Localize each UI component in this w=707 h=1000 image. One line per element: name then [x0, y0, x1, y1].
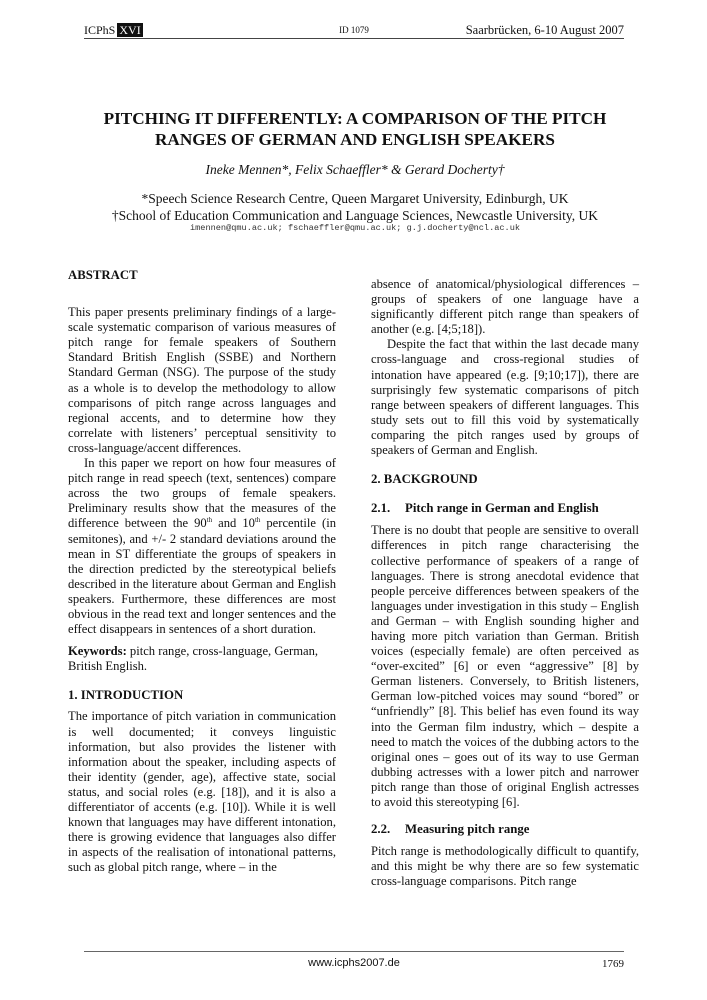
- section-title: Pitch range in German and English: [405, 501, 599, 516]
- affiliation-1: *Speech Science Research Centre, Queen Margaret University, Edinburgh, UK: [141, 191, 569, 206]
- abstract-paragraph-1: This paper presents preliminary findings of a large-scale systematic comparison of various measures of pitch range for female speakers of Southern Standard British English (SSBE) and Northern Standard German (NSG). The purpose of the study as a whole is to develop the methodology to allow comparisons of pitch range across languages and regional accents, and to determine how they correlate with listeners’ perceptual sensitivity to cross-language/accent differences.: [68, 305, 336, 455]
- section-2-1-paragraph: There is no doubt that people are sensitive to overall differences in pitch range characterising the collective performance of speakers of a range of languages. There is strong anecdotal evidence that people perceive differences between speakers of the languages under investigation in this study – English and German – with English sounding higher and having more pitch variation than German. British voices (especially female) are often perceived as “over-excited” [6] or even “aggressive” [8] by German listeners. Conversely, to British listeners, German low-pitched voices may sound “bored” or “unfriendly” [8]. This belief has even found its way into the German film industry, which – despite a need to match the voices of the dubbing actors to the original ones – goes out of its way to use German dubbing actresses with a lower pitch and narrower pitch range than those of original English actresses to avoid this stereotyping [6].: [371, 523, 639, 809]
- paper-title: [60, 108, 650, 150]
- author-emails: imennen@qmu.ac.uk; fschaeffler@qmu.ac.uk; g.j.docherty@ncl.ac.uk: [189, 223, 521, 233]
- affiliation-2: †School of Education Communication and Language Sciences, Newcastle University, UK: [111, 208, 599, 223]
- abstract-heading: ABSTRACT: [68, 268, 138, 282]
- abstract-text: and 10: [212, 516, 255, 531]
- keywords-label: Keywords:: [68, 644, 127, 659]
- section-number: 2.2.: [371, 822, 391, 837]
- introduction-paragraph-2: Despite the fact that within the last decade many cross-language and cross-regional studies of intonation have appeared (e.g. [9;10;17]), there are surprisingly few systematic comparisons of pitch range between speakers of different languages. This study sets out to fill this void by systematically comparing the pitch ranges used by groups of speakers of German and English.: [371, 337, 639, 458]
- superscript: th: [206, 516, 213, 525]
- location-date: Saarbrücken, 6-10 August 2007: [465, 23, 624, 37]
- abstract-text: In this paper we report on how four measures of pitch range in read speech (text, sentences) compare across the two groups of female speakers. Preliminary results show that the measures of the difference between the 90: [68, 456, 336, 531]
- section-number: 2.1.: [371, 501, 391, 516]
- left-column: [68, 268, 336, 875]
- keywords: [68, 644, 336, 674]
- conference-label: ICPhS: [84, 23, 116, 37]
- introduction-heading: 1. INTRODUCTION: [68, 688, 184, 703]
- authors: Ineke Mennen*, Felix Schaeffler* & Gerard Docherty†: [205, 162, 505, 177]
- footer-url[interactable]: www.icphs2007.de: [308, 957, 400, 969]
- page-footer: [84, 951, 624, 972]
- section-2-1-heading: [371, 501, 639, 516]
- affiliations: [60, 190, 650, 224]
- paper-id: ID 1079: [339, 25, 369, 35]
- title-line-1: PITCHING IT DIFFERENTLY: A COMPARISON OF THE PITCH: [103, 109, 607, 128]
- abstract-paragraph-2: [68, 456, 336, 637]
- background-heading: 2. BACKGROUND: [371, 472, 478, 487]
- section-title: Measuring pitch range: [405, 822, 530, 837]
- running-header: [84, 20, 624, 39]
- introduction-paragraph-1-cont: absence of anatomical/physiological differences – groups of speakers of one language have a significantly different pitch range than speakers of another (e.g. [4;5;18]).: [371, 277, 639, 337]
- section-2-2-heading: [371, 822, 639, 837]
- section-2-2-paragraph: Pitch range is methodologically difficult to quantify, and this might be why there are so few systematic cross-language comparisons. Pitch range: [371, 844, 639, 889]
- conference-badge: XVI: [119, 23, 141, 37]
- right-column: [371, 277, 639, 889]
- superscript: th: [254, 516, 261, 525]
- title-line-2: RANGES OF GERMAN AND ENGLISH SPEAKERS: [155, 130, 555, 149]
- keywords-text: pitch range, cross-language, German, British English.: [68, 644, 319, 674]
- introduction-paragraph-1: The importance of pitch variation in communication is well documented; it conveys linguistic information, but also provides the listener with information about the speaker, including aspects of their identity (gender, age), affective state, social status, and social roles (e.g. [18]), and it is also a differentiator of accents (e.g. [10]). While it is well known that languages may have different intonation, there is growing evidence that languages also differ in aspects of the realisation of intonational patterns, such as global pitch range, where – in the: [68, 709, 336, 875]
- abstract-text: percentile (in semitones), and +/- 2 standard deviations around the mean in ST differentiate the groups of speakers in the direction predicted by the stereotypical beliefs described in the literature about German and English speakers. Furthermore, these differences are most obvious in the read text and longer sentences and the effect disappears in sentences of a short duration.: [68, 516, 337, 637]
- page-number: 1769: [602, 958, 624, 970]
